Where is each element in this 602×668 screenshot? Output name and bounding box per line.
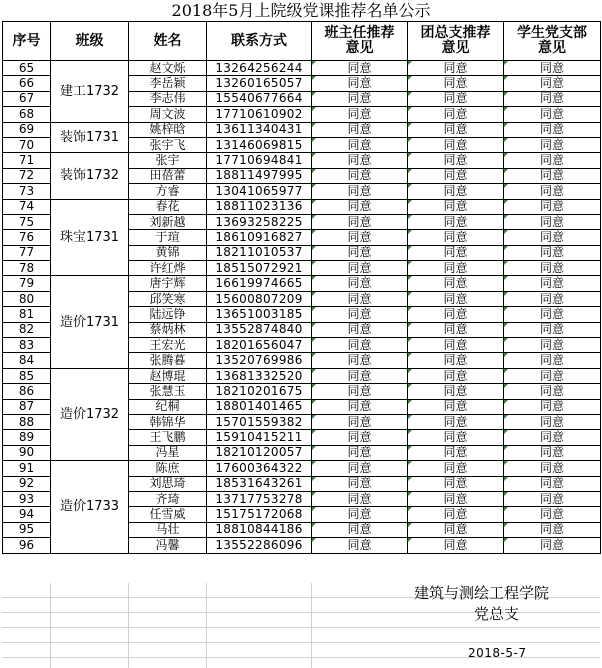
cell-seq[interactable]: 89	[3, 430, 51, 445]
cell-party-opinion[interactable]: 同意	[504, 107, 601, 122]
cell-league-opinion[interactable]: 同意	[408, 399, 504, 414]
cell-party-opinion[interactable]: 同意	[504, 461, 601, 476]
table-row	[3, 461, 601, 476]
cell-name[interactable]: 李志伟	[129, 91, 207, 106]
cell-league-opinion[interactable]: 同意	[408, 538, 504, 553]
cell-seq[interactable]: 66	[3, 76, 51, 91]
cell-name[interactable]: 黄锦	[129, 245, 207, 260]
cell-name[interactable]: 许红烨	[129, 261, 207, 276]
cell-league-opinion[interactable]: 同意	[408, 230, 504, 245]
cell-seq[interactable]: 65	[3, 61, 51, 76]
cell-advisor-opinion[interactable]: 同意	[312, 322, 408, 337]
cell-party-opinion[interactable]: 同意	[504, 184, 601, 199]
cell-name[interactable]: 田蓓蕾	[129, 168, 207, 183]
cell-name[interactable]: 方睿	[129, 184, 207, 199]
cell-league-opinion[interactable]: 同意	[408, 91, 504, 106]
cell-phone[interactable]: 13717753278	[207, 491, 312, 506]
grid-line	[2, 642, 600, 643]
cell-party-opinion[interactable]: 同意	[504, 338, 601, 353]
cell-name[interactable]: 王飞鹏	[129, 430, 207, 445]
cell-name[interactable]: 刘新越	[129, 214, 207, 229]
cell-name[interactable]: 冯馨	[129, 538, 207, 553]
cell-name[interactable]: 齐琦	[129, 491, 207, 506]
cell-seq[interactable]: 83	[3, 338, 51, 353]
cell-league-opinion[interactable]: 同意	[408, 322, 504, 337]
header-party: 学生党支部 意见	[504, 22, 601, 61]
cell-advisor-opinion[interactable]: 同意	[312, 461, 408, 476]
header-league: 团总支推荐 意见	[408, 22, 504, 61]
cell-phone[interactable]: 18801401465	[207, 399, 312, 414]
cell-league-opinion[interactable]: 同意	[408, 338, 504, 353]
cell-phone[interactable]: 18810844186	[207, 522, 312, 537]
cell-phone[interactable]: 13681332520	[207, 368, 312, 383]
cell-advisor-opinion[interactable]: 同意	[312, 538, 408, 553]
cell-party-opinion[interactable]: 同意	[504, 91, 601, 106]
cell-league-opinion[interactable]: 同意	[408, 184, 504, 199]
cell-party-opinion[interactable]: 同意	[504, 353, 601, 368]
cell-name[interactable]: 于瑄	[129, 230, 207, 245]
cell-phone[interactable]: 18610916827	[207, 230, 312, 245]
header-name: 姓名	[129, 22, 207, 61]
cell-seq[interactable]: 69	[3, 122, 51, 137]
cell-seq[interactable]: 88	[3, 414, 51, 429]
cell-party-opinion[interactable]: 同意	[504, 322, 601, 337]
cell-seq[interactable]: 68	[3, 107, 51, 122]
cell-seq[interactable]: 92	[3, 476, 51, 491]
cell-league-opinion[interactable]: 同意	[408, 61, 504, 76]
publish-date: 2018-5-7	[468, 646, 527, 660]
cell-name[interactable]: 赵博琨	[129, 368, 207, 383]
cell-advisor-opinion[interactable]: 同意	[312, 307, 408, 322]
cell-advisor-opinion[interactable]: 同意	[312, 168, 408, 183]
cell-advisor-opinion[interactable]: 同意	[312, 153, 408, 168]
cell-phone[interactable]: 18211010537	[207, 245, 312, 260]
cell-league-opinion[interactable]: 同意	[408, 214, 504, 229]
grid-line	[50, 583, 51, 668]
cell-phone[interactable]: 13264256244	[207, 61, 312, 76]
cell-name[interactable]: 马壮	[129, 522, 207, 537]
cell-seq[interactable]: 82	[3, 322, 51, 337]
cell-seq[interactable]: 81	[3, 307, 51, 322]
cell-name[interactable]: 王宏光	[129, 338, 207, 353]
cell-advisor-opinion[interactable]: 同意	[312, 184, 408, 199]
cell-name[interactable]: 蔡炳林	[129, 322, 207, 337]
cell-advisor-opinion[interactable]: 同意	[312, 491, 408, 506]
cell-seq[interactable]: 94	[3, 507, 51, 522]
cell-party-opinion[interactable]: 同意	[504, 368, 601, 383]
cell-advisor-opinion[interactable]: 同意	[312, 261, 408, 276]
cell-name[interactable]: 周文波	[129, 107, 207, 122]
cell-party-opinion[interactable]: 同意	[504, 199, 601, 214]
cell-league-opinion[interactable]: 同意	[408, 291, 504, 306]
cell-advisor-opinion[interactable]: 同意	[312, 245, 408, 260]
cell-phone[interactable]: 15540677664	[207, 91, 312, 106]
cell-phone[interactable]: 15175172068	[207, 507, 312, 522]
cell-party-opinion[interactable]: 同意	[504, 476, 601, 491]
cell-name[interactable]: 张宇飞	[129, 137, 207, 152]
cell-phone[interactable]: 18531643261	[207, 476, 312, 491]
cell-phone[interactable]: 16619974665	[207, 276, 312, 291]
cell-advisor-opinion[interactable]: 同意	[312, 522, 408, 537]
cell-party-opinion[interactable]: 同意	[504, 61, 601, 76]
cell-phone[interactable]: 13041065977	[207, 184, 312, 199]
cell-phone[interactable]: 13146069815	[207, 137, 312, 152]
cell-name[interactable]: 邱笑寒	[129, 291, 207, 306]
cell-league-opinion[interactable]: 同意	[408, 384, 504, 399]
cell-seq[interactable]: 93	[3, 491, 51, 506]
cell-party-opinion[interactable]: 同意	[504, 538, 601, 553]
cell-league-opinion[interactable]: 同意	[408, 414, 504, 429]
cell-class[interactable]: 造价1733	[51, 461, 129, 553]
cell-seq[interactable]: 73	[3, 184, 51, 199]
cell-league-opinion[interactable]: 同意	[408, 476, 504, 491]
cell-party-opinion[interactable]: 同意	[504, 230, 601, 245]
cell-league-opinion[interactable]: 同意	[408, 276, 504, 291]
cell-phone[interactable]: 15600807209	[207, 291, 312, 306]
cell-seq[interactable]: 70	[3, 137, 51, 152]
header-class: 班级	[51, 22, 129, 61]
cell-class[interactable]: 装饰1732	[51, 153, 129, 199]
cell-party-opinion[interactable]: 同意	[504, 291, 601, 306]
cell-name[interactable]: 李岳颖	[129, 76, 207, 91]
cell-seq[interactable]: 87	[3, 399, 51, 414]
cell-league-opinion[interactable]: 同意	[408, 245, 504, 260]
header-advisor: 班主任推荐 意见	[312, 22, 408, 61]
cell-advisor-opinion[interactable]: 同意	[312, 107, 408, 122]
cell-class[interactable]: 造价1732	[51, 368, 129, 460]
cell-advisor-opinion[interactable]: 同意	[312, 476, 408, 491]
cell-phone[interactable]: 13520769986	[207, 353, 312, 368]
cell-name[interactable]: 陈庶	[129, 461, 207, 476]
cell-phone[interactable]: 17710694841	[207, 153, 312, 168]
cell-phone[interactable]: 18811023136	[207, 199, 312, 214]
cell-league-opinion[interactable]: 同意	[408, 353, 504, 368]
cell-advisor-opinion[interactable]: 同意	[312, 445, 408, 460]
cell-name[interactable]: 赵文烁	[129, 61, 207, 76]
grid-line	[128, 583, 129, 668]
cell-advisor-opinion[interactable]: 同意	[312, 430, 408, 445]
cell-seq[interactable]: 71	[3, 153, 51, 168]
cell-phone[interactable]: 17710610902	[207, 107, 312, 122]
cell-advisor-opinion[interactable]: 同意	[312, 507, 408, 522]
cell-party-opinion[interactable]: 同意	[504, 137, 601, 152]
cell-phone[interactable]: 13552286096	[207, 538, 312, 553]
cell-seq[interactable]: 86	[3, 384, 51, 399]
cell-phone[interactable]: 13693258225	[207, 214, 312, 229]
grid-line	[206, 583, 207, 668]
cell-advisor-opinion[interactable]: 同意	[312, 199, 408, 214]
cell-advisor-opinion[interactable]: 同意	[312, 137, 408, 152]
cell-advisor-opinion[interactable]: 同意	[312, 276, 408, 291]
cell-advisor-opinion[interactable]: 同意	[312, 338, 408, 353]
header-contact: 联系方式	[207, 22, 312, 61]
cell-league-opinion[interactable]: 同意	[408, 153, 504, 168]
header-row	[3, 22, 601, 61]
cell-league-opinion[interactable]: 同意	[408, 445, 504, 460]
cell-name[interactable]: 纪桐	[129, 399, 207, 414]
cell-advisor-opinion[interactable]: 同意	[312, 230, 408, 245]
table-row	[3, 61, 601, 76]
cell-advisor-opinion[interactable]: 同意	[312, 399, 408, 414]
cell-seq[interactable]: 78	[3, 261, 51, 276]
cell-party-opinion[interactable]: 同意	[504, 384, 601, 399]
cell-league-opinion[interactable]: 同意	[408, 368, 504, 383]
cell-party-opinion[interactable]: 同意	[504, 414, 601, 429]
cell-party-opinion[interactable]: 同意	[504, 491, 601, 506]
cell-party-opinion[interactable]: 同意	[504, 445, 601, 460]
cell-seq[interactable]: 85	[3, 368, 51, 383]
cell-league-opinion[interactable]: 同意	[408, 199, 504, 214]
cell-name[interactable]: 唐宇辉	[129, 276, 207, 291]
cell-league-opinion[interactable]: 同意	[408, 522, 504, 537]
cell-advisor-opinion[interactable]: 同意	[312, 353, 408, 368]
cell-advisor-opinion[interactable]: 同意	[312, 122, 408, 137]
cell-seq[interactable]: 80	[3, 291, 51, 306]
cell-class[interactable]: 珠宝1731	[51, 199, 129, 276]
cell-name[interactable]: 姚梓晗	[129, 122, 207, 137]
cell-league-opinion[interactable]: 同意	[408, 461, 504, 476]
cell-phone[interactable]: 15701559382	[207, 414, 312, 429]
cell-phone[interactable]: 13260165057	[207, 76, 312, 91]
college-name: 建筑与测绘工程学院	[414, 584, 550, 602]
cell-seq[interactable]: 95	[3, 522, 51, 537]
cell-party-opinion[interactable]: 同意	[504, 122, 601, 137]
cell-league-opinion[interactable]: 同意	[408, 107, 504, 122]
cell-league-opinion[interactable]: 同意	[408, 76, 504, 91]
cell-name[interactable]: 张腾暮	[129, 353, 207, 368]
cell-seq[interactable]: 74	[3, 199, 51, 214]
cell-advisor-opinion[interactable]: 同意	[312, 414, 408, 429]
cell-phone[interactable]: 15910415211	[207, 430, 312, 445]
cell-phone[interactable]: 13552874840	[207, 322, 312, 337]
cell-name[interactable]: 陆远铮	[129, 307, 207, 322]
cell-seq[interactable]: 77	[3, 245, 51, 260]
cell-name[interactable]: 张慧玉	[129, 384, 207, 399]
cell-phone[interactable]: 18210201675	[207, 384, 312, 399]
cell-party-opinion[interactable]: 同意	[504, 522, 601, 537]
cell-league-opinion[interactable]: 同意	[408, 430, 504, 445]
cell-phone[interactable]: 17600364322	[207, 461, 312, 476]
cell-seq[interactable]: 96	[3, 538, 51, 553]
cell-party-opinion[interactable]: 同意	[504, 214, 601, 229]
cell-advisor-opinion[interactable]: 同意	[312, 214, 408, 229]
cell-league-opinion[interactable]: 同意	[408, 122, 504, 137]
cell-phone[interactable]: 18811497995	[207, 168, 312, 183]
cell-advisor-opinion[interactable]: 同意	[312, 368, 408, 383]
cell-advisor-opinion[interactable]: 同意	[312, 61, 408, 76]
cell-party-opinion[interactable]: 同意	[504, 245, 601, 260]
cell-phone[interactable]: 18515072921	[207, 261, 312, 276]
cell-name[interactable]: 韩锦华	[129, 414, 207, 429]
cell-seq[interactable]: 79	[3, 276, 51, 291]
cell-phone[interactable]: 13611340431	[207, 122, 312, 137]
cell-name[interactable]: 冯星	[129, 445, 207, 460]
recommendation-table	[2, 21, 601, 554]
table-body	[3, 61, 601, 554]
cell-party-opinion[interactable]: 同意	[504, 76, 601, 91]
cell-class[interactable]: 造价1731	[51, 276, 129, 368]
cell-league-opinion[interactable]: 同意	[408, 261, 504, 276]
cell-name[interactable]: 任雪威	[129, 507, 207, 522]
table-row	[3, 368, 601, 383]
cell-league-opinion[interactable]: 同意	[408, 137, 504, 152]
cell-seq[interactable]: 91	[3, 461, 51, 476]
cell-party-opinion[interactable]: 同意	[504, 307, 601, 322]
grid-line	[2, 627, 600, 628]
cell-league-opinion[interactable]: 同意	[408, 507, 504, 522]
cell-phone[interactable]: 18201656047	[207, 338, 312, 353]
cell-party-opinion[interactable]: 同意	[504, 399, 601, 414]
cell-seq[interactable]: 90	[3, 445, 51, 460]
cell-class[interactable]: 装饰1731	[51, 122, 129, 153]
cell-phone[interactable]: 18210120057	[207, 445, 312, 460]
cell-party-opinion[interactable]: 同意	[504, 153, 601, 168]
cell-seq[interactable]: 75	[3, 214, 51, 229]
table-row	[3, 276, 601, 291]
cell-class[interactable]: 建工1732	[51, 61, 129, 123]
cell-advisor-opinion[interactable]: 同意	[312, 91, 408, 106]
cell-seq[interactable]: 67	[3, 91, 51, 106]
cell-advisor-opinion[interactable]: 同意	[312, 76, 408, 91]
party-branch: 党总支	[474, 605, 520, 623]
cell-advisor-opinion[interactable]: 同意	[312, 384, 408, 399]
cell-name[interactable]: 刘思琦	[129, 476, 207, 491]
header-seq: 序号	[3, 22, 51, 61]
cell-advisor-opinion[interactable]: 同意	[312, 291, 408, 306]
cell-party-opinion[interactable]: 同意	[504, 507, 601, 522]
cell-party-opinion[interactable]: 同意	[504, 430, 601, 445]
cell-party-opinion[interactable]: 同意	[504, 168, 601, 183]
table-row	[3, 153, 601, 168]
cell-name[interactable]: 张宇	[129, 153, 207, 168]
cell-league-opinion[interactable]: 同意	[408, 491, 504, 506]
cell-seq[interactable]: 72	[3, 168, 51, 183]
cell-seq[interactable]: 76	[3, 230, 51, 245]
grid-line	[311, 583, 312, 668]
cell-party-opinion[interactable]: 同意	[504, 261, 601, 276]
page-title: 2018年5月上院级党课推荐名单公示	[171, 1, 431, 20]
cell-phone[interactable]: 13651003185	[207, 307, 312, 322]
cell-league-opinion[interactable]: 同意	[408, 168, 504, 183]
table-row	[3, 122, 601, 137]
table-row	[3, 199, 601, 214]
cell-seq[interactable]: 84	[3, 353, 51, 368]
cell-league-opinion[interactable]: 同意	[408, 307, 504, 322]
cell-party-opinion[interactable]: 同意	[504, 276, 601, 291]
cell-name[interactable]: 春花	[129, 199, 207, 214]
